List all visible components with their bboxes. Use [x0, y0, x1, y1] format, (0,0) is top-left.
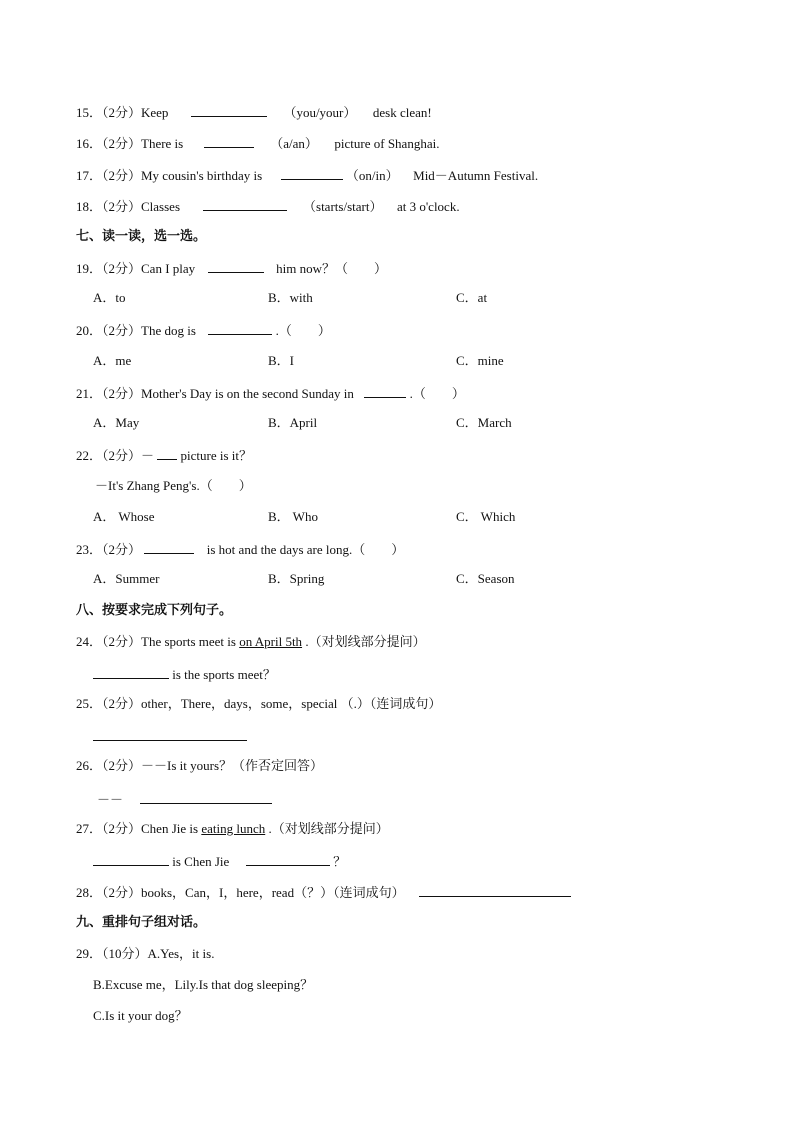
q19-option-a[interactable]: A．to: [93, 290, 126, 305]
q18-stem: 18．（2分）Classes: [76, 199, 181, 214]
q22-answer-line: －It's Zhang Peng's.（ ）: [95, 478, 252, 493]
q23-stem: 23．（2分）: [76, 542, 142, 557]
question-27: [76, 821, 389, 837]
question-17: [76, 166, 538, 184]
q24-underlined-phrase: on April 5th: [239, 634, 303, 649]
q21-stem: 21．（2分）Mother's Day is on the second Sunday in: [76, 386, 354, 401]
question-29: 29．（10分）A.Yes，it is.: [76, 946, 215, 961]
q19-option-c[interactable]: C．at: [456, 290, 488, 305]
q18-hint: （starts/start）: [303, 199, 383, 214]
q25-answer-line: [93, 727, 247, 745]
q22-stem: 22．（2分）－: [76, 448, 155, 463]
question-23: [76, 540, 404, 558]
question-22: [76, 446, 252, 464]
q24-line2: is the sports meet？: [172, 667, 276, 682]
question-26: 26．（2分）－－Is it yours？（作否定回答）: [76, 758, 324, 773]
question-18: [76, 197, 460, 215]
q16-rest: picture of Shanghai.: [334, 136, 440, 151]
q26-blank[interactable]: [140, 790, 272, 804]
q23-option-c[interactable]: C．Season: [456, 571, 515, 586]
q20-option-c[interactable]: C．mine: [456, 353, 504, 368]
section-7-heading: 七、读一读，选一选。: [76, 228, 207, 243]
q19-stem-end: him now？（ ）: [276, 261, 388, 276]
q21-option-b[interactable]: B．April: [268, 415, 318, 430]
q27-blank-1[interactable]: [93, 852, 169, 866]
q27-underlined-phrase: eating lunch: [201, 821, 266, 836]
q16-hint: （a/an）: [270, 136, 318, 151]
q22-stem-end: picture is it？: [180, 448, 253, 463]
q27-stem-end: .（对划线部分提问）: [268, 821, 389, 836]
q15-blank[interactable]: [191, 103, 267, 117]
q28-stem: 28．（2分）books，Can，I，here，read（？）（连词成句）: [76, 885, 405, 900]
q17-blank[interactable]: [281, 166, 343, 180]
q20-stem-end: .（ ）: [275, 323, 331, 338]
q29-sentence-b: B.Excuse me，Lily.Is that dog sleeping？: [93, 977, 314, 992]
q19-option-b[interactable]: B．with: [268, 290, 313, 305]
q22-option-b[interactable]: B． Who: [268, 509, 318, 524]
q19-stem: 19．（2分）Can I play: [76, 261, 196, 276]
q22-option-a[interactable]: A． Whose: [93, 509, 155, 524]
q22-blank[interactable]: [157, 446, 177, 460]
question-21: [76, 384, 465, 402]
q25-blank[interactable]: [93, 727, 247, 741]
q17-rest: Mid－Autumn Festival.: [413, 168, 539, 183]
q23-blank[interactable]: [144, 540, 194, 554]
q24-answer-line: [93, 665, 276, 683]
q26-answer-line: [97, 790, 272, 808]
q20-option-b[interactable]: B．I: [268, 353, 295, 368]
question-20: [76, 321, 331, 339]
question-25: 25．（2分）other，There，days，some，special （.）（连词成句）: [76, 696, 442, 711]
q28-blank[interactable]: [419, 883, 571, 897]
q18-blank[interactable]: [203, 197, 287, 211]
q24-stem: 24．（2分）The sports meet is: [76, 634, 236, 649]
q27-mid: is Chen Jie: [172, 854, 230, 869]
question-16: [76, 134, 439, 152]
question-24: [76, 634, 426, 650]
q26-prefix: －－: [97, 792, 124, 807]
q21-blank[interactable]: [364, 384, 406, 398]
q16-stem: 16．（2分）There is: [76, 136, 184, 151]
q17-hint: （on/in）: [345, 168, 399, 183]
q20-option-a[interactable]: A．me: [93, 353, 132, 368]
question-19: [76, 259, 387, 277]
q23-stem-end: is hot and the days are long.（ ）: [206, 542, 405, 557]
q27-stem: 27．（2分）Chen Jie is: [76, 821, 199, 836]
q20-stem: 20．（2分）The dog is: [76, 323, 196, 338]
section-9-heading: 九、重排句子组对话。: [76, 914, 207, 929]
q15-hint: （you/your）: [283, 105, 357, 120]
q21-option-c[interactable]: C．March: [456, 415, 512, 430]
q20-blank[interactable]: [208, 321, 272, 335]
q27-answer-line: [93, 852, 346, 870]
q27-blank-2[interactable]: [246, 852, 330, 866]
q23-option-b[interactable]: B．Spring: [268, 571, 325, 586]
q24-blank[interactable]: [93, 665, 169, 679]
q16-blank[interactable]: [204, 134, 254, 148]
q22-option-c[interactable]: C． Which: [456, 509, 516, 524]
q27-end: ？: [333, 854, 347, 869]
q18-rest: at 3 o'clock.: [396, 199, 460, 214]
q24-stem-end: .（对划线部分提问）: [305, 634, 426, 649]
q21-option-a[interactable]: A．May: [93, 415, 140, 430]
q21-stem-end: .（ ）: [409, 386, 465, 401]
q19-blank[interactable]: [208, 259, 264, 273]
q15-stem: 15．（2分）Keep: [76, 105, 169, 120]
q17-stem: 17．（2分）My cousin's birthday is: [76, 168, 263, 183]
q15-rest: desk clean!: [372, 105, 432, 120]
q29-sentence-c: C.Is it your dog？: [93, 1008, 188, 1023]
q23-option-a[interactable]: A．Summer: [93, 571, 160, 586]
question-28: [76, 883, 571, 901]
section-8-heading: 八、按要求完成下列句子。: [76, 602, 233, 617]
question-15: [76, 103, 432, 121]
